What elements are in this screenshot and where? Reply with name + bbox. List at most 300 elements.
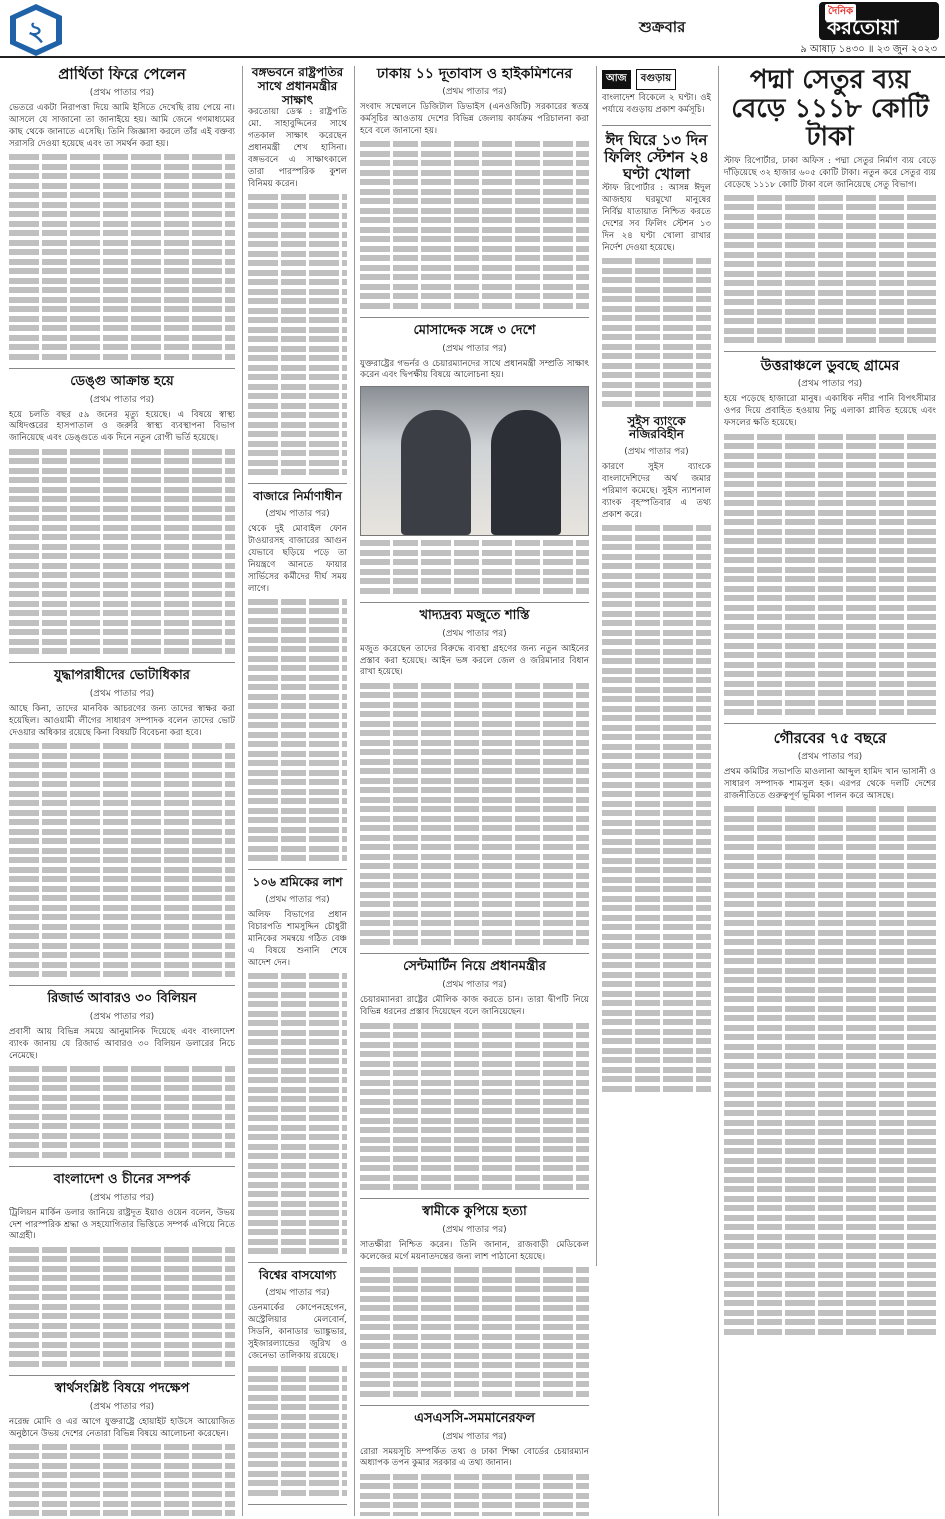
text-line: [602, 801, 711, 807]
text-line: [724, 223, 936, 229]
story-headline: এসএসসি-সমমানেরফল: [414, 1410, 535, 1426]
text-line: [248, 450, 347, 456]
text-line: [360, 1070, 589, 1076]
text-line: [248, 403, 347, 409]
text-line: [248, 355, 347, 361]
text-line: [360, 303, 589, 309]
text-line: [602, 934, 711, 940]
text-line: [602, 334, 711, 340]
text-line: [724, 1319, 936, 1325]
text-line: [248, 393, 347, 399]
text-line: [360, 1165, 589, 1171]
text-line: [248, 232, 347, 238]
text-line: [248, 469, 347, 475]
text-line: [9, 1066, 235, 1072]
text-line: [602, 315, 711, 321]
text-line: [724, 892, 936, 898]
text-line: [248, 308, 347, 314]
story-text: সংবাদ সম্মেলনে ডিজিটাল ডিভাইস (এনওজিটি) সরকারের স্বতন্ত্র কর্মসূচির আওতায় দেশের বিভিন্ন জেলায় কার্যক্রম পরিচালনা করা হবে বলে জানানো হয়।: [360, 102, 589, 136]
text-line: [360, 930, 589, 936]
story-headline: খাদ্যদ্রব্য মজুতে শাস্তি: [419, 607, 530, 623]
text-line: [724, 977, 936, 983]
text-line: [248, 760, 347, 766]
text-line: [602, 563, 711, 569]
news-story: [243, 66, 352, 475]
text-line: [360, 236, 589, 242]
text-line: [248, 779, 347, 785]
text-line: [9, 211, 235, 217]
text-line: [602, 1086, 711, 1092]
text-line: [724, 586, 936, 592]
text-line: [724, 1291, 936, 1297]
text-line: [9, 1076, 235, 1082]
news-story: [597, 415, 716, 1092]
story-headline: সেন্টমার্টিন নিয়ে প্রধানমন্ত্রীর: [403, 959, 546, 975]
text-line: [724, 671, 936, 677]
text-line: [602, 525, 711, 531]
story-text: রোরা সময়সূচি সম্পর্কিত তথ্য ও ঢাকা শিক্ষা বোর্ডের চেয়ারম্যান অধ্যাপক তপন কুমার সরকার এ তথ্য জানান।: [360, 1446, 589, 1469]
text-line: [724, 949, 936, 955]
text-line: [602, 962, 711, 968]
text-line: [248, 713, 347, 719]
text-line: [724, 996, 936, 1002]
text-line: [248, 627, 347, 633]
text-line: [9, 525, 235, 531]
text-line: [602, 325, 711, 331]
text-line: [724, 443, 936, 449]
text-line: [9, 762, 235, 768]
text-line: [248, 279, 347, 285]
text-line: [248, 817, 347, 823]
text-line: [360, 825, 589, 831]
text-line: [248, 1480, 347, 1486]
text-line: [9, 1453, 235, 1459]
page-number-badge: [6, 2, 66, 58]
story-headline: বঙ্গভবনে রাষ্ট্রপতির সাথে প্রধানমন্ত্রীর সাক্ষাৎ: [251, 66, 344, 107]
text-line: [248, 1201, 347, 1207]
text-line: [724, 548, 936, 554]
text-line: [602, 744, 711, 750]
text-line: [9, 1472, 235, 1478]
news-story: [4, 375, 240, 655]
text-line: [360, 151, 589, 157]
text-line: [360, 1127, 589, 1133]
text-line: [724, 318, 936, 324]
text-line: [724, 434, 936, 440]
news-story: [243, 1269, 352, 1495]
text-line: [724, 920, 936, 926]
story-text: চেয়ারম্যানরা রাষ্ট্রের মৌলিক কাজ করতে চান। তারা দ্বীপটি নিয়ে বিভিন্ন ধরনের প্রস্তাব দিয়েছেন বলে জানিয়েছেন।: [360, 995, 589, 1018]
text-line: [248, 608, 347, 614]
text-line: [724, 280, 936, 286]
news-story: [4, 992, 240, 1158]
logo-name: করতোয়া: [827, 15, 899, 39]
today-in-bogura-box: [597, 66, 716, 117]
news-story: [355, 960, 594, 1190]
text-line: [9, 173, 235, 179]
story-headline: প্রার্থিতা ফিরে পেলেন: [58, 66, 186, 83]
text-line: [360, 1391, 589, 1397]
text-line: [724, 835, 936, 841]
text-line: [9, 240, 235, 246]
text-line: [724, 481, 936, 487]
story-kicker: (প্রথম পাতার পর): [442, 87, 507, 98]
text-line: [360, 189, 589, 195]
text-line: [248, 384, 347, 390]
text-line: [9, 962, 235, 968]
text-line: [724, 633, 936, 639]
text-line: [248, 1220, 347, 1226]
text-line: [360, 1493, 589, 1499]
story-text: প্রবাসী আয় বিভিন্ন সময়ে আনুমানিক দিয়েছে এবং বাংলাদেশ ব্যাংক জানায় যে রিজার্ভ আবারও ৩০ বিলিয়ন ডলারের নিচে নেমেছে।: [9, 1027, 235, 1061]
text-line: [602, 820, 711, 826]
text-line: [9, 316, 235, 322]
text-line: [724, 1120, 936, 1126]
text-line: [602, 1029, 711, 1035]
text-line: [724, 529, 936, 535]
story-kicker: (প্রথম পাতার পর): [624, 447, 689, 458]
text-line: [9, 154, 235, 160]
text-line: [9, 876, 235, 882]
text-line: [602, 972, 711, 978]
text-line: [360, 1184, 589, 1190]
text-line: [724, 624, 936, 630]
text-line: [9, 1123, 235, 1129]
text-line: [9, 1133, 235, 1139]
text-line: [602, 886, 711, 892]
story-kicker: (প্রথম পাতার পর): [89, 689, 155, 700]
text-line: [724, 987, 936, 993]
text-line: [9, 819, 235, 825]
text-line: [9, 1361, 235, 1367]
glory-75-kicker: (প্রথম পাতার পর): [797, 752, 863, 763]
text-line: [9, 534, 235, 540]
story-kicker: (প্রথম পাতার পর): [89, 1401, 155, 1412]
text-line: [724, 1253, 936, 1259]
text-line: [724, 1015, 936, 1021]
text-line: [602, 382, 711, 388]
text-line: [360, 160, 589, 166]
text-line: [248, 317, 347, 323]
text-line: [724, 1281, 936, 1287]
text-line: [360, 1023, 589, 1029]
text-line: [248, 1106, 347, 1112]
news-story: [243, 876, 352, 1254]
text-line: [360, 740, 589, 746]
column-5: [718, 66, 941, 1516]
text-line: [360, 1175, 589, 1181]
text-line: [9, 1095, 235, 1101]
text-line: [9, 354, 235, 360]
text-line: [248, 1049, 347, 1055]
text-line: [602, 991, 711, 997]
story-kicker: (প্রথম পাতার পর): [265, 509, 330, 520]
text-line: [360, 284, 589, 290]
text-line: [602, 296, 711, 302]
text-line: [9, 867, 235, 873]
text-line: [602, 1048, 711, 1054]
text-line: [9, 838, 235, 844]
text-line: [248, 1011, 347, 1017]
text-line: [724, 816, 936, 822]
text-line: [248, 675, 347, 681]
text-line: [724, 595, 936, 601]
text-line: [360, 265, 589, 271]
text-line: [9, 278, 235, 284]
text-line: [9, 1463, 235, 1469]
text-line: [248, 599, 347, 605]
text-line: [9, 1342, 235, 1348]
text-line: [360, 787, 589, 793]
text-line: [248, 855, 347, 861]
text-line: [724, 453, 936, 459]
text-line: [360, 873, 589, 879]
text-line: [724, 605, 936, 611]
text-line: [360, 683, 589, 689]
text-line: [248, 1125, 347, 1131]
text-line: [724, 1272, 936, 1278]
text-line: [724, 510, 936, 516]
story-headline: সুইস ব্যাংকে নজিরবিহীন: [627, 413, 686, 442]
text-line: [360, 1286, 589, 1292]
column-4: [596, 66, 716, 1266]
text-line: [724, 252, 936, 258]
text-line: [248, 1172, 347, 1178]
text-line: [602, 306, 711, 312]
text-line: [248, 1030, 347, 1036]
text-line: [724, 681, 936, 687]
text-line: [248, 194, 347, 200]
story-headline: যুদ্ধাপরাধীদের ভোটাধিকার: [54, 668, 190, 684]
story-kicker: (প্রথম পাতার পর): [89, 1012, 155, 1023]
text-line: [724, 1186, 936, 1192]
text-line: [724, 290, 936, 296]
text-line: [9, 971, 235, 977]
text-line: [602, 896, 711, 902]
text-line: [602, 858, 711, 864]
text-line: [9, 202, 235, 208]
story-text: করতোয়া ডেস্ক : রাষ্ট্রপতি মো. সাহাবুদ্দিনের সাথে গতকাল সাক্ষাৎ করেছেন প্রধানমন্ত্রী শেখ হাসিনা। বঙ্গভবনে এ সাক্ষাৎকালে তারা পারস্পরিক কুশল বিনিময় করেন।: [248, 107, 347, 189]
story-text: ট্রিলিয়ন মার্কিন ডলার জানিয়ে রাষ্ট্রদূত ইয়াও ওয়েন বলেন, উভয় দেশ পারস্পরিক শ্রদ্ধা ও সহযোগিতার ভিত্তিতে সম্পর্ক এগিয়ে নিতে আগ্রহী।: [9, 1207, 235, 1242]
text-line: [602, 905, 711, 911]
text-line: [248, 1134, 347, 1140]
text-line: [9, 1152, 235, 1158]
text-line: [724, 1139, 936, 1145]
text-line: [360, 1353, 589, 1359]
text-line: [602, 953, 711, 959]
text-line: [602, 573, 711, 579]
text-line: [724, 700, 936, 706]
text-line: [724, 500, 936, 506]
story-text: স্টাফ রিপোর্টার : আসন্ন ঈদুল আজহায় ঘরমুখো মানুষের নির্বিঘ্ন যাতায়াত নিশ্চিত করতে দেশের সব ফিলিং স্টেশন ১৩ দিন ২৪ ঘণ্টা খোলা রাখার নির্দেশ দেওয়া হয়েছে।: [602, 183, 711, 253]
story-text: ভেতরে একটা নিরাপত্তা দিয়ে আমি ইসিতে দেখেছি রায় পেয়ে না। আসলে যে সাজানো তা জানাইয়ে হয়। আমি জেনে গণমাধ্যমের কাছ থেকে জানাতে এসেছি। তিনি জিজ্ঞাসা করলে তাঁর এই বক্তব্য সরাসরি দেওয়া হয়েছে এবং তা সমর্থন করা হয়।: [9, 103, 235, 149]
story-text: আছে কিনা, তাদের মানবিক আচরণের জন্য তাদের স্বাক্ষর করা হয়েছিল। আওয়ামী লীগের সাধারণ সম্পাদক বলেন তাদের ভোট দেওয়ার অধিকার রয়েছে কিনা বিষয়টি বিবেচনা করা হবে।: [9, 704, 235, 738]
text-line: [602, 1038, 711, 1044]
text-line: [602, 620, 711, 626]
text-line: [360, 759, 589, 765]
story-kicker: (প্রথম পাতার পর): [89, 394, 155, 405]
text-line: [248, 1058, 347, 1064]
text-line: [248, 618, 347, 624]
story-headline: স্বার্থসংশ্লিষ্ট বিষয়ে পদক্ষেপ: [54, 1380, 190, 1396]
text-line: [9, 582, 235, 588]
text-line: [602, 353, 711, 359]
lead-text: স্টাফ রিপোর্টার, ঢাকা অফিস : পদ্মা সেতুর নির্মাণ ব্যয় বেড়ে দাঁড়িয়েছে ৩২ হাজার ৬০৫ কোটি টাকা। নতুন করে সেতুর ব্যয় বেড়েছে ১১১৮ কোটি টাকা বলে জানিয়েছে সেতু বিভাগ।: [724, 155, 936, 190]
text-line: [360, 540, 589, 546]
text-line: [602, 706, 711, 712]
text-line: [9, 449, 235, 455]
text-line: [9, 487, 235, 493]
text-line: [724, 844, 936, 850]
page-number: ২: [27, 17, 45, 47]
text-line: [360, 806, 589, 812]
text-line: [9, 297, 235, 303]
text-line: [602, 924, 711, 930]
text-line: [360, 274, 589, 280]
text-line: [602, 277, 711, 283]
text-line: [9, 268, 235, 274]
text-line: [9, 1294, 235, 1300]
story-headline: বাংলাদেশ ও চীনের সম্পর্ক: [53, 1171, 191, 1187]
text-line: [724, 1044, 936, 1050]
text-line: [724, 1158, 936, 1164]
text-line: [724, 643, 936, 649]
text-line: [360, 1108, 589, 1114]
text-line: [9, 1332, 235, 1338]
text-line: [248, 289, 347, 295]
text-line: [724, 958, 936, 964]
text-line: [9, 943, 235, 949]
text-line: [602, 363, 711, 369]
text-line: [360, 882, 589, 888]
text-line: [602, 582, 711, 588]
text-line: [724, 825, 936, 831]
story-text: নরেন্দ্র মোদি ও এর আগে যুক্তরাষ্ট্রে হোয়াইট হাউসে আয়োজিত অনুষ্ঠানে উভয় দেশের নেতারা বিভিন্ন বিষয়ে আলোচনা করেছেন।: [9, 1416, 235, 1439]
text-line: [724, 1025, 936, 1031]
text-line: [602, 791, 711, 797]
text-line: [724, 911, 936, 917]
text-line: [724, 1196, 936, 1202]
text-line: [9, 1142, 235, 1148]
text-line: [360, 1137, 589, 1143]
story-kicker: (প্রথম পাতার পর): [442, 1224, 507, 1235]
text-line: [360, 1051, 589, 1057]
story-text: থেকে দুই মোবাইল ফোন টাওয়ারসহ বাজারের আগুন যেভাবে ছড়িয়ে পড়ে তা নিয়ন্ত্রণে আনতে ফায়ার সার্ভিসের কর্মীদের দীর্ঘ সময় লাগে।: [248, 524, 347, 594]
text-line: [360, 1118, 589, 1124]
text-line: [9, 629, 235, 635]
text-line: [602, 658, 711, 664]
news-story: [4, 669, 240, 977]
text-line: [248, 827, 347, 833]
text-line: [9, 1444, 235, 1450]
text-line: [602, 753, 711, 759]
text-line: [724, 1205, 936, 1211]
text-line: [724, 863, 936, 869]
text-line: [248, 1239, 347, 1245]
text-line: [9, 335, 235, 341]
text-line: [360, 1042, 589, 1048]
text-line: [360, 911, 589, 917]
text-line: [724, 576, 936, 582]
text-line: [9, 791, 235, 797]
story-kicker: (প্রথম পাতার পর): [265, 895, 330, 906]
text-line: [360, 1315, 589, 1321]
text-line: [360, 179, 589, 185]
text-line: [360, 227, 589, 233]
text-line: [9, 1275, 235, 1281]
text-line: [9, 1510, 235, 1516]
text-line: [360, 170, 589, 176]
text-line: [724, 261, 936, 267]
text-line: [248, 260, 347, 266]
glory-75-story: [719, 730, 941, 1335]
text-line: [248, 374, 347, 380]
text-line: [9, 620, 235, 626]
text-line: [602, 734, 711, 740]
text-line: [360, 702, 589, 708]
text-line: [724, 614, 936, 620]
text-line: [602, 592, 711, 598]
text-line: [9, 259, 235, 265]
text-line: [602, 611, 711, 617]
text-line: [248, 1068, 347, 1074]
text-line: [248, 684, 347, 690]
news-story: [355, 1412, 594, 1516]
text-line: [724, 882, 936, 888]
news-story: [4, 1382, 240, 1516]
text-line: [9, 287, 235, 293]
text-line: [360, 208, 589, 214]
text-line: [248, 203, 347, 209]
text-line: [9, 648, 235, 654]
text-line: [248, 1395, 347, 1401]
story-kicker: (প্রথম পাতার পর): [89, 1192, 155, 1203]
text-line: [248, 441, 347, 447]
text-line: [360, 1381, 589, 1387]
text-line: [360, 797, 589, 803]
text-line: [9, 1104, 235, 1110]
story-kicker: (প্রথম পাতার পর): [442, 1431, 507, 1442]
text-line: [9, 1304, 235, 1310]
text-line: [360, 730, 589, 736]
story-kicker: (প্রথম পাতার পর): [442, 628, 507, 639]
text-line: [724, 1329, 936, 1335]
text-line: [724, 709, 936, 715]
masthead: [639, 2, 939, 56]
text-line: [248, 1366, 347, 1372]
text-line: [602, 696, 711, 702]
text-line: [248, 222, 347, 228]
lead-story: [719, 66, 941, 343]
text-line: [602, 1000, 711, 1006]
story-headline: বাজারে নির্মাণাধীন: [253, 489, 342, 504]
text-line: [9, 506, 235, 512]
text-line: [724, 854, 936, 860]
text-line: [724, 567, 936, 573]
text-line: [9, 192, 235, 198]
text-line: [248, 1115, 347, 1121]
text-line: [360, 1343, 589, 1349]
text-line: [248, 973, 347, 979]
text-line: [360, 1512, 589, 1516]
text-line: [602, 810, 711, 816]
text-line: [360, 768, 589, 774]
story-headline: বিশ্বের বাসযোগ্য: [258, 1268, 337, 1283]
text-line: [360, 1372, 589, 1378]
text-line: [602, 668, 711, 674]
text-line: [9, 857, 235, 863]
text-line: [360, 920, 589, 926]
